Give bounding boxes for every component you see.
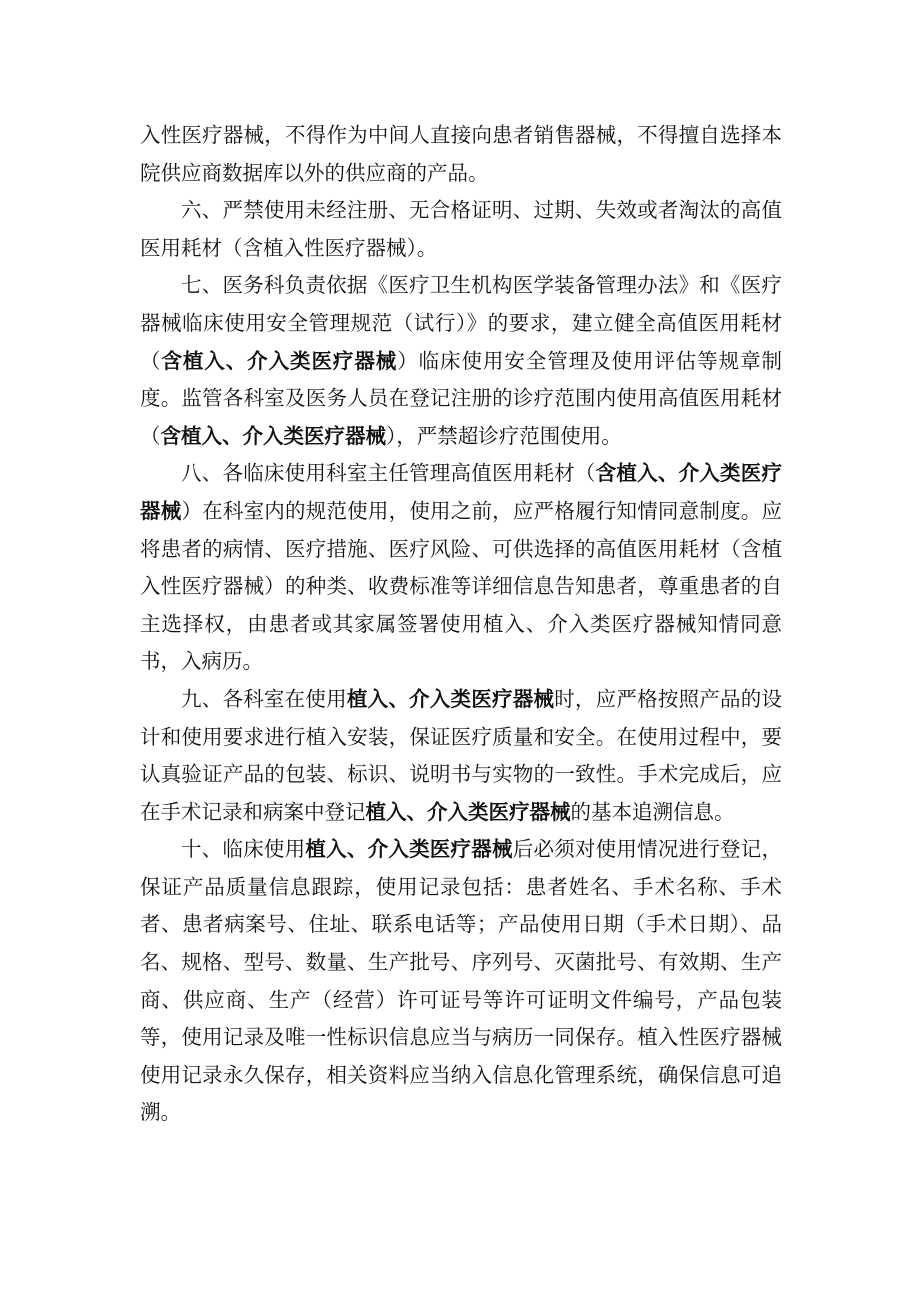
paragraph-eight: 八、各临床使用科室主任管理高值医用耗材（含植入、介入类医疗器械）在科室内的规范使用，使用之前，应严格履行知情同意制度。应将患者的病情、医疗措施、医疗风险、可供选择的高值医用耗材（含植入性医疗器械）的种类、收费标准等详细信息告知患者，尊重患者的自主选择权，由患者或其家属签署使用植入、介入类医疗器械知情同意书，入病历。 bbox=[140, 461, 783, 674]
paragraph-ten: 十、临床使用植入、介入类医疗器械后必须对使用情况进行登记，保证产品质量信息跟踪，使用记录包括：患者姓名、手术名称、手术者、患者病案号、住址、联系电话等；产品使用日期（手术日期）、品名、规格、型号、数量、生产批号、序列号、灭菌批号、有效期、生产商、供应商、生产（经营）许可证号等许可证明文件编号，产品包装等，使用记录及唯一性标识信息应当与病历一同保存。植入性医疗器械使用记录永久保存，相关资料应当纳入信息化管理系统，确保信息可追溯。 bbox=[140, 837, 783, 1125]
paragraph-six: 六、严禁使用未经注册、无合格证明、过期、失效或者淘汰的高值医用耗材（含植入性医疗器械）。 bbox=[140, 198, 782, 260]
document-page bbox=[140, 117, 782, 1132]
paragraph-continuation: 入性医疗器械，不得作为中间人直接向患者销售器械，不得擅自选择本院供应商数据库以外的供应商的产品。 bbox=[140, 123, 782, 185]
paragraph-seven: 七、医务科负责依据《医疗卫生机构医学装备管理办法》和《医疗器械临床使用安全管理规范（试行）》的要求，建立健全高值医用耗材（含植入、介入类医疗器械）临床使用安全管理及使用评估等规章制度。监管各科室及医务人员在登记注册的诊疗范围内使用高值医用耗材（含植入、介入类医疗器械），严禁超诊疗范围使用。 bbox=[140, 273, 783, 448]
paragraph-nine: 九、各科室在使用植入、介入类医疗器械时，应严格按照产品的设计和使用要求进行植入安装，保证医疗质量和安全。在使用过程中，要认真验证产品的包装、标识、说明书与实物的一致性。手术完成后，应在手术记录和病案中登记植入、介入类医疗器械的基本追溯信息。 bbox=[140, 686, 783, 824]
